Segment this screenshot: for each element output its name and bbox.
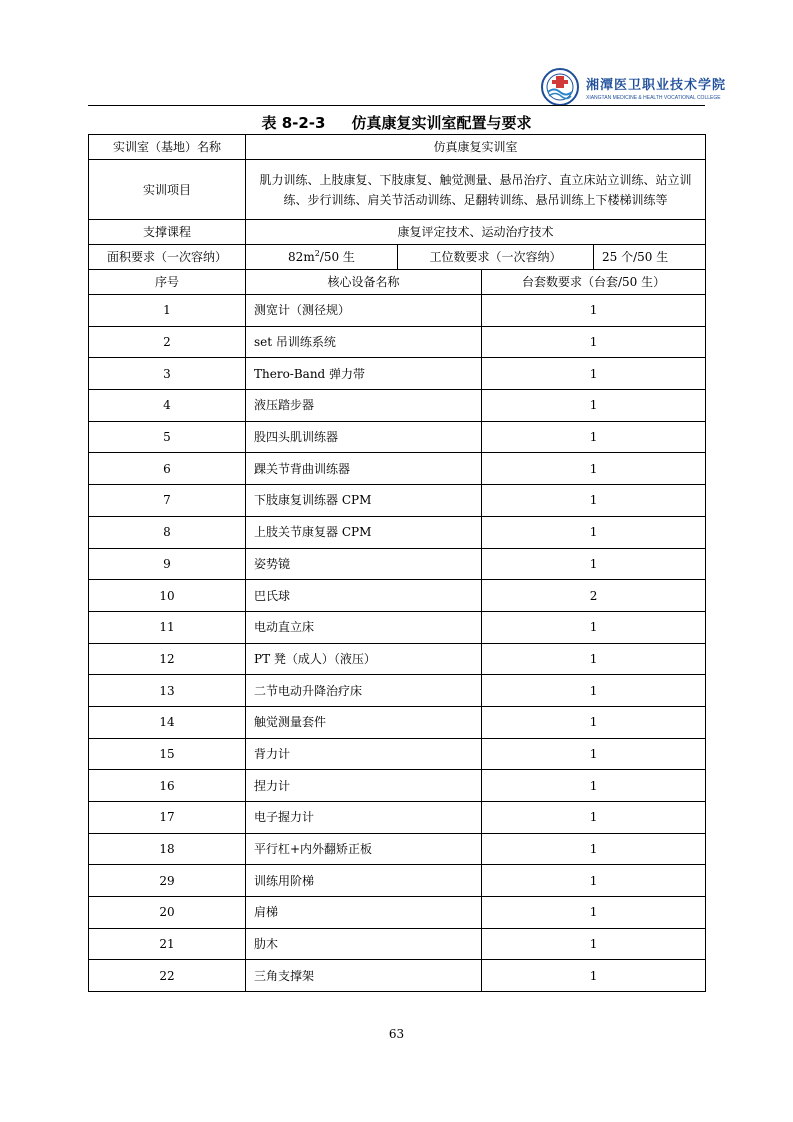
row-quantity: 1 <box>482 421 706 453</box>
logo-name-cn: 湘潭医卫职业技术学院 <box>586 77 727 93</box>
row-quantity: 1 <box>482 897 706 929</box>
row-index: 1 <box>89 295 246 327</box>
table-row <box>89 453 706 485</box>
row-quantity: 2 <box>482 580 706 612</box>
table-row <box>89 358 706 390</box>
row-index: 21 <box>89 928 246 960</box>
row-index: 4 <box>89 390 246 422</box>
row-index: 12 <box>89 643 246 675</box>
room-row <box>89 135 706 160</box>
row-equipment-name: 触觉测量套件 <box>246 706 482 738</box>
table-row <box>89 770 706 802</box>
row-quantity: 1 <box>482 802 706 834</box>
area-value-prefix: 82m <box>288 250 315 264</box>
project-label: 实训项目 <box>89 160 246 220</box>
row-quantity: 1 <box>482 453 706 485</box>
row-quantity: 1 <box>482 960 706 992</box>
table-row <box>89 928 706 960</box>
row-index: 3 <box>89 358 246 390</box>
row-equipment-name: 捏力计 <box>246 770 482 802</box>
row-equipment-name: 电动直立床 <box>246 611 482 643</box>
row-quantity: 1 <box>482 706 706 738</box>
course-row <box>89 220 706 245</box>
table-row <box>89 643 706 675</box>
row-equipment-name: 测宽计（测径规） <box>246 295 482 327</box>
station-value: 25 个/50 生 <box>594 245 706 270</box>
table-row <box>89 865 706 897</box>
row-index: 11 <box>89 611 246 643</box>
col-name-header: 核心设备名称 <box>246 270 482 295</box>
project-row <box>89 160 706 220</box>
area-row <box>89 245 706 270</box>
header-divider <box>88 105 705 106</box>
logo-name-en: XIANGTAN MEDICINE & HEALTH VOCATIONAL COLLEGE <box>586 94 721 101</box>
row-index: 5 <box>89 421 246 453</box>
row-quantity: 1 <box>482 358 706 390</box>
column-header-row <box>89 270 706 295</box>
row-index: 15 <box>89 738 246 770</box>
row-equipment-name: 三角支撑架 <box>246 960 482 992</box>
row-quantity: 1 <box>482 928 706 960</box>
row-equipment-name: 肋木 <box>246 928 482 960</box>
table-row <box>89 802 706 834</box>
row-index: 2 <box>89 326 246 358</box>
row-equipment-name: 下肢康复训练器 CPM <box>246 485 482 517</box>
row-quantity: 1 <box>482 611 706 643</box>
row-index: 13 <box>89 675 246 707</box>
row-equipment-name: 股四头肌训练器 <box>246 421 482 453</box>
row-index: 7 <box>89 485 246 517</box>
row-quantity: 1 <box>482 516 706 548</box>
table-row <box>89 295 706 327</box>
row-quantity: 1 <box>482 485 706 517</box>
row-quantity: 1 <box>482 390 706 422</box>
row-quantity: 1 <box>482 770 706 802</box>
area-value <box>246 245 398 270</box>
row-index: 18 <box>89 833 246 865</box>
room-value: 仿真康复实训室 <box>246 135 706 160</box>
row-index: 6 <box>89 453 246 485</box>
row-quantity: 1 <box>482 326 706 358</box>
project-value: 肌力训练、上肢康复、下肢康复、触觉测量、悬吊治疗、直立床站立训练、站立训练、步行训练、肩关节活动训练、足翻转训练、悬吊训练上下楼梯训练等 <box>246 160 706 220</box>
table-row <box>89 675 706 707</box>
page-number: 63 <box>388 1027 405 1041</box>
row-index: 10 <box>89 580 246 612</box>
course-value: 康复评定技术、运动治疗技术 <box>246 220 706 245</box>
table-row <box>89 706 706 738</box>
table-row <box>89 421 706 453</box>
row-index: 16 <box>89 770 246 802</box>
table-row <box>89 390 706 422</box>
row-quantity: 1 <box>482 643 706 675</box>
college-logo <box>540 64 727 110</box>
table-row <box>89 485 706 517</box>
row-index: 17 <box>89 802 246 834</box>
table-row <box>89 326 706 358</box>
table-row <box>89 611 706 643</box>
table-title: 仿真康复实训室配置与要求 <box>351 114 532 132</box>
row-quantity: 1 <box>482 675 706 707</box>
row-quantity: 1 <box>482 833 706 865</box>
row-quantity: 1 <box>482 865 706 897</box>
room-label: 实训室（基地）名称 <box>89 135 246 160</box>
row-equipment-name: Thero-Band 弹力带 <box>246 358 482 390</box>
table-row <box>89 580 706 612</box>
row-equipment-name: 肩梯 <box>246 897 482 929</box>
col-index-header: 序号 <box>89 270 246 295</box>
table-number: 表 8-2-3 <box>261 114 326 132</box>
row-equipment-name: 电子握力计 <box>246 802 482 834</box>
row-equipment-name: 训练用阶梯 <box>246 865 482 897</box>
row-quantity: 1 <box>482 295 706 327</box>
table-caption <box>88 112 705 134</box>
row-equipment-name: 上肢关节康复器 CPM <box>246 516 482 548</box>
row-quantity: 1 <box>482 738 706 770</box>
row-index: 20 <box>89 897 246 929</box>
row-index: 29 <box>89 865 246 897</box>
row-equipment-name: 巴氏球 <box>246 580 482 612</box>
row-equipment-name: 姿势镜 <box>246 548 482 580</box>
row-quantity: 1 <box>482 548 706 580</box>
equipment-list <box>89 295 706 992</box>
area-value-suffix: /50 生 <box>319 250 355 264</box>
row-equipment-name: set 吊训练系统 <box>246 326 482 358</box>
station-label: 工位数要求（一次容纳） <box>398 245 594 270</box>
row-equipment-name: 平行杠+内外翻矫正板 <box>246 833 482 865</box>
area-label: 面积要求（一次容纳） <box>89 245 246 270</box>
table-row <box>89 960 706 992</box>
course-label: 支撑课程 <box>89 220 246 245</box>
col-quantity-header: 台套数要求（台套/50 生） <box>482 270 706 295</box>
table-row <box>89 738 706 770</box>
row-equipment-name: PT 凳（成人）（液压） <box>246 643 482 675</box>
table-row <box>89 897 706 929</box>
area-value-sup: 2 <box>314 249 320 258</box>
table-row <box>89 833 706 865</box>
row-index: 9 <box>89 548 246 580</box>
table-row <box>89 516 706 548</box>
row-index: 22 <box>89 960 246 992</box>
row-equipment-name: 背力计 <box>246 738 482 770</box>
row-equipment-name: 二节电动升降治疗床 <box>246 675 482 707</box>
college-emblem-icon <box>540 67 580 107</box>
table-row <box>89 548 706 580</box>
lab-config-table <box>88 134 706 992</box>
row-index: 8 <box>89 516 246 548</box>
row-index: 14 <box>89 706 246 738</box>
row-equipment-name: 液压踏步器 <box>246 390 482 422</box>
row-equipment-name: 踝关节背曲训练器 <box>246 453 482 485</box>
